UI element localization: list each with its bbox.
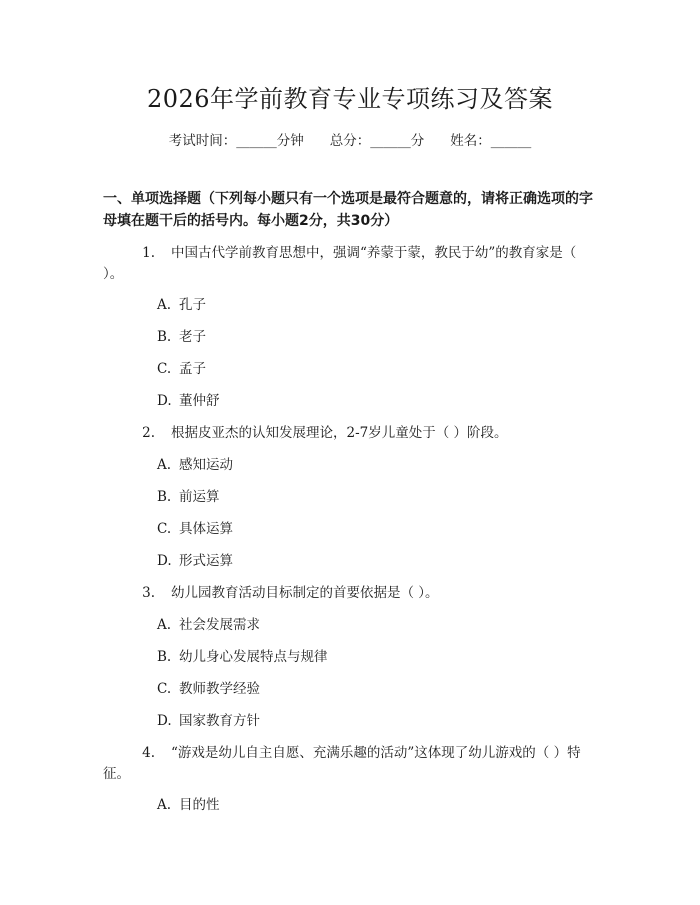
exam-time xyxy=(169,133,304,149)
option-letter: D. xyxy=(157,713,172,729)
option-letter: A. xyxy=(157,297,172,313)
option-3a xyxy=(157,615,577,635)
option-1d xyxy=(157,391,577,411)
question-4 xyxy=(103,743,595,785)
exam-info xyxy=(0,131,700,151)
question-3 xyxy=(103,583,595,604)
option-letter: A. xyxy=(157,617,172,633)
exam-score xyxy=(330,133,425,149)
option-text: 董仲舒 xyxy=(179,393,220,409)
question-text: 幼儿园教育活动目标制定的首要依据是（ ）。 xyxy=(171,585,439,601)
option-2c xyxy=(157,519,577,539)
exam-score-unit: 分 xyxy=(410,133,425,149)
exam-time-label: 考试时间： xyxy=(168,133,237,149)
option-text: 孟子 xyxy=(179,361,206,377)
option-text: 幼儿身心发展特点与规律 xyxy=(179,649,328,665)
option-letter: D. xyxy=(157,393,172,409)
option-letter: A. xyxy=(157,797,172,813)
option-text: 前运算 xyxy=(179,489,220,505)
option-letter: A. xyxy=(157,457,172,473)
exam-time-unit: 分钟 xyxy=(276,133,304,149)
option-text: 孔子 xyxy=(179,297,206,313)
option-text: 社会发展需求 xyxy=(179,617,260,633)
option-1a xyxy=(157,295,577,315)
option-text: 感知运动 xyxy=(179,457,233,473)
option-text: 教师教学经验 xyxy=(179,681,260,697)
option-3c xyxy=(157,679,577,699)
option-text: 形式运算 xyxy=(179,553,233,569)
option-2a xyxy=(157,455,577,475)
option-letter: B. xyxy=(157,649,172,665)
option-4a xyxy=(157,795,577,815)
question-text: 根据皮亚杰的认知发展理论，2-7岁儿童处于（ ）阶段。 xyxy=(171,425,508,441)
option-letter: B. xyxy=(157,489,172,505)
option-1b xyxy=(157,327,577,347)
question-number: 2. xyxy=(142,425,155,441)
option-3d xyxy=(157,711,577,731)
question-text: “游戏是幼儿自主自愿、充满乐趣的活动”这体现了幼儿游戏的（ ）特征。 xyxy=(103,745,581,782)
option-text: 目的性 xyxy=(179,797,220,813)
question-1 xyxy=(103,243,595,285)
question-number: 3. xyxy=(142,585,155,601)
exam-name xyxy=(450,133,531,149)
option-letter: B. xyxy=(157,329,172,345)
option-1c xyxy=(157,359,577,379)
option-letter: C. xyxy=(157,521,172,537)
option-letter: C. xyxy=(157,361,172,377)
option-letter: C. xyxy=(157,681,172,697)
question-number: 4. xyxy=(142,745,155,761)
section-heading: 一、单项选择题（下列每小题只有一个选项是最符合题意的，请将正确选项的字母填在题干后的括号内。每小题2分，共30分） xyxy=(103,191,593,229)
option-2d xyxy=(157,551,577,571)
option-3b xyxy=(157,647,577,667)
question-number: 1. xyxy=(142,245,155,261)
exam-score-blank: ______ xyxy=(370,133,411,149)
option-text: 老子 xyxy=(179,329,206,345)
question-2 xyxy=(103,423,595,444)
option-2b xyxy=(157,487,577,507)
option-text: 国家教育方针 xyxy=(179,713,260,729)
exam-name-blank: ______ xyxy=(490,133,532,149)
exam-time-blank: ______ xyxy=(236,133,277,149)
option-letter: D. xyxy=(157,553,172,569)
document-title: 2026年学前教育专业专项练习及答案 xyxy=(146,85,554,113)
exam-score-label: 总分： xyxy=(329,133,371,149)
exam-name-label: 姓名： xyxy=(450,133,491,149)
question-text: 中国古代学前教育思想中，强调“养蒙于蒙，教民于幼”的教育家是（ ）。 xyxy=(103,245,577,282)
option-text: 具体运算 xyxy=(179,521,233,537)
